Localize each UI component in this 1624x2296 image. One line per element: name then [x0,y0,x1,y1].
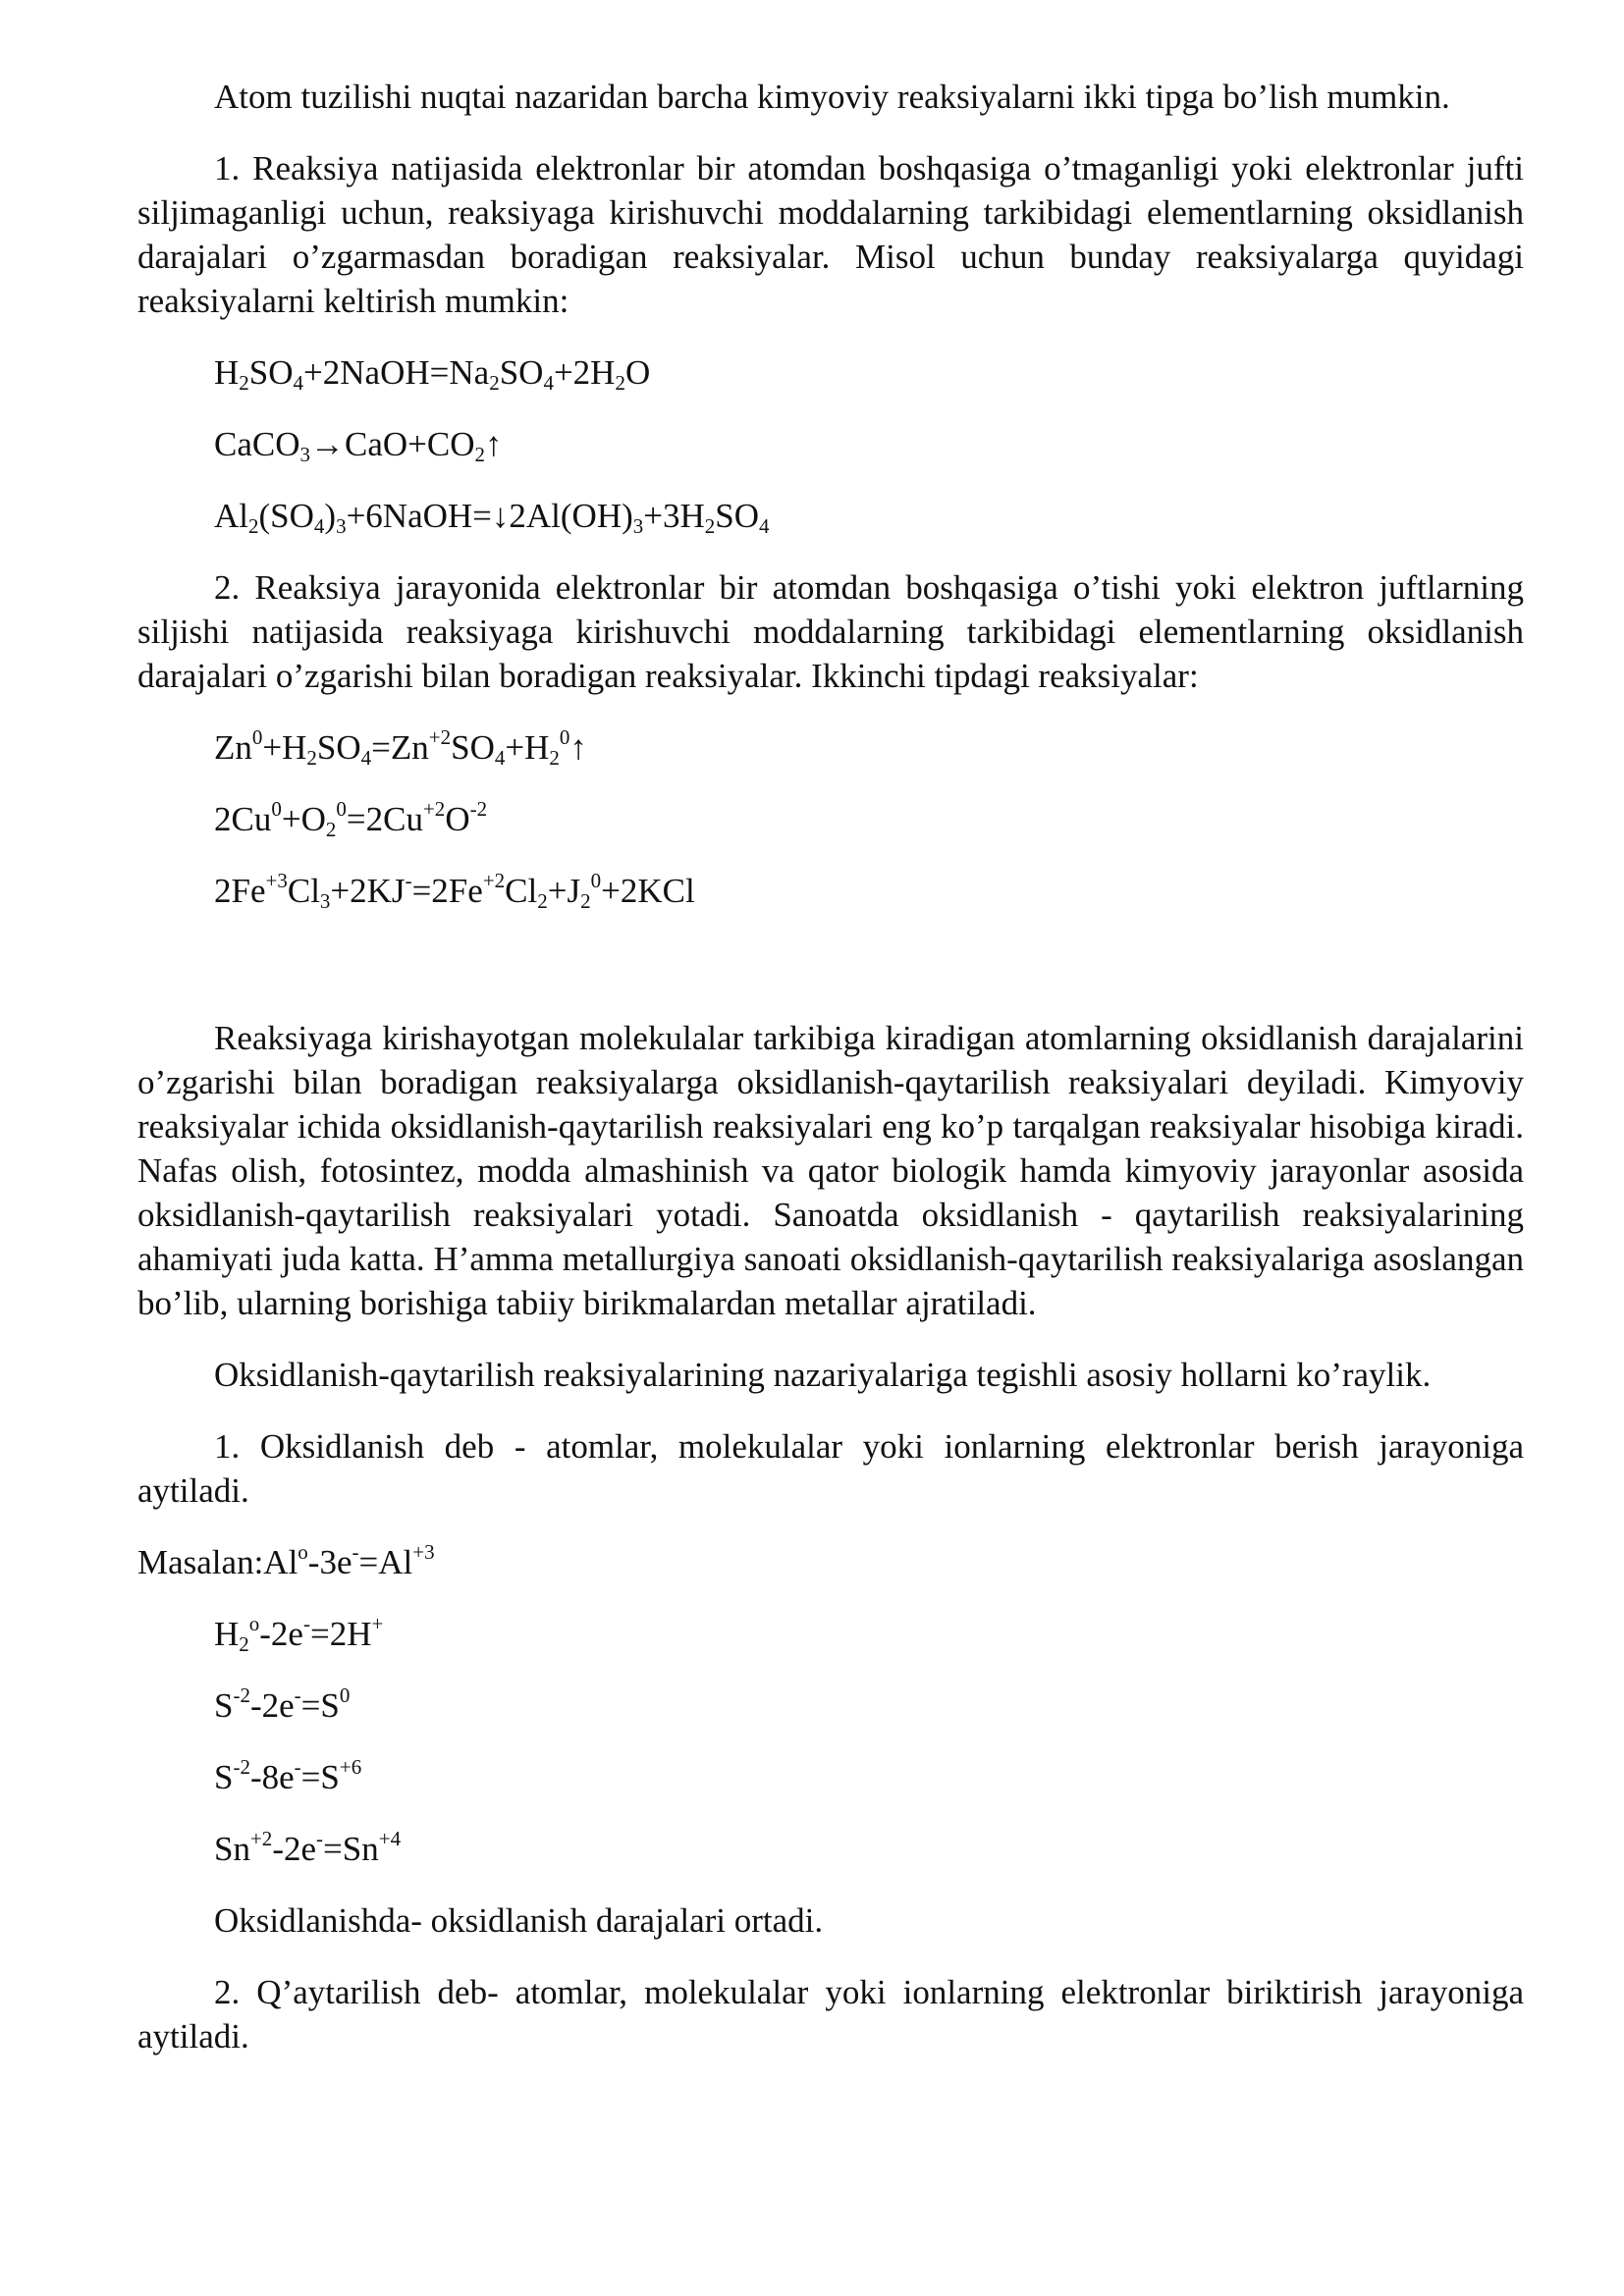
paragraph-reduction-definition: 2. Q’aytarilish deb- atomlar, molekulalar yoki ionlarning elektronlar biriktirish jarayoniga aytiladi. [137,1973,1524,2056]
equation-3: $Al_2(SO_4)_3+6NaOH=↓2Al(OH)_3+3H_2SO_4$ [214,497,770,538]
paragraph-oxidation-note: Oksidlanishda- oksidlanish darajalari ortadi. [214,1901,824,1940]
equation-5: $2Cu^0+O_2^0=2Cu^{+2}O^{-2}$ [214,797,488,841]
equation-10: $S^{-2}-8e^-=S^{+6}$ [214,1755,362,1796]
paragraph-oxidation-definition: 1. Oksidlanish deb - atomlar, molekulalar yoki ionlarning elektronlar berish jarayoniga aytiladi. [137,1427,1524,1510]
equation-11: $Sn^{+2}-2e^-=Sn^{+4}$ [214,1827,402,1868]
paragraph-type-two: 2. Reaksiya jarayonida elektronlar bir atomdan boshqasiga o’tishi yoki elektron juftlarning siljishi natijasida reaksiyaga kirishuvchi moddalarning tarkibidagi elementlarning oksidlanish darajalari o’zgarishi bilan boradigan reaksiyalar. Ikkinchi tipdagi reaksiyalar: [137,568,1524,695]
equation-1: $H_2SO_4+2NaOH=Na_2SO_4+2H_2O$ [214,353,651,395]
example-label: Masalan: [137,1543,264,1581]
equation-6: $2Fe^{+3}Cl_3+2KJ^-=2Fe^{+2}Cl_2+J_2^0+2KCl$ [214,869,695,913]
equation-8: $H_2^o-2e^-=2H^+$ [214,1612,384,1656]
equation-4: $Zn^0+H_2SO_4=Zn^{+2}SO_4+H_2^0↑$ [214,725,587,770]
equation-9: $S^{-2}-2e^-=S^0$ [214,1683,351,1725]
equation-example-line: $Masalan:Al^o-3e^-=Al^{+3}$ [137,1540,435,1581]
paragraph-intro: Atom tuzilishi nuqtai nazaridan barcha kimyoviy reaksiyalarni ikki tipga bo’lish mumkin. [214,78,1450,116]
paragraph-redox-definition: Reaksiyaga kirishayotgan molekulalar tarkibiga kiradigan atomlarning oksidlanish darajalarini o’zgarishi bilan boradigan reaksiyalarga oksidlanish-qaytarilish reaksiyalari deyiladi. Kimyoviy reaksiyalar ichida oksidlanish-qaytarilish reaksiyalari eng ko’p tarqalgan reaksiyalar hisobiga kiradi. Nafas olish, fotosintez, modda almashinish va qator biologik hamda kimyoviy jarayonlar asosida oksidlanish-qaytarilish reaksiyalari yotadi. Sanoatda oksidlanish - qaytarilish reaksiyalarining ahamiyati juda katta. H’amma metallurgiya sanoati oksidlanish-qaytarilish reaksiyalariga asoslangan bo’lib, ularning borishiga tabiiy birikmalardan metallar ajratiladi. [137,1019,1524,1322]
equation-2: $CaCO_3\to CaO+CO_2↑$ [214,425,503,466]
paragraph-theory-intro: Oksidlanish-qaytarilish reaksiyalarining nazariyalariga tegishli asosiy hollarni ko’raylik. [214,1356,1432,1394]
paragraph-type-one: 1. Reaksiya natijasida elektronlar bir atomdan boshqasiga o’tmaganligi yoki elektronlar jufti siljimaganligi uchun, reaksiyaga kirishuvchi moddalarning tarkibidagi elementlarning oksidlanish darajalari o’zgarmasdan boradigan reaksiyalar. Misol uchun bunday reaksiyalarga quyidagi reaksiyalarni keltirish mumkin: [137,149,1524,320]
